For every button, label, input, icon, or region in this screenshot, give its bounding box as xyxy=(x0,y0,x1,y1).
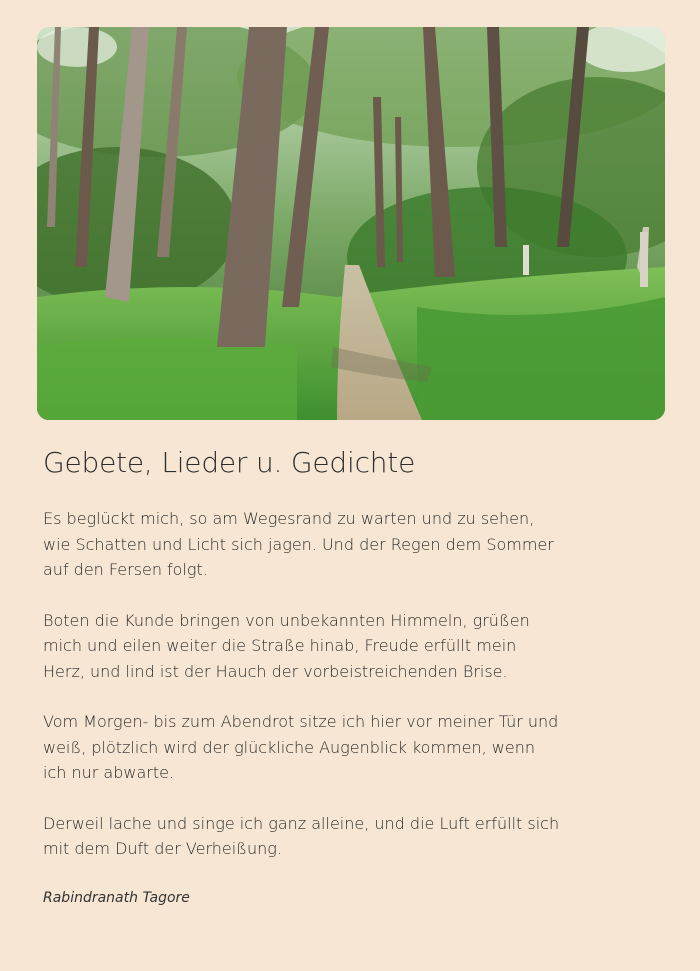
forest-illustration xyxy=(37,27,665,420)
page-title: Gebete, Lieder u. Gedichte xyxy=(43,446,416,479)
forest-path-image xyxy=(37,27,665,420)
poem-section xyxy=(43,440,563,906)
poem-stanza-4: Derweil lache und singe ich ganz alleine, und die Luft erfüllt sich mit dem Duft der Verheißung. xyxy=(43,813,560,858)
poem-author: Rabindranath Tagore xyxy=(43,889,190,906)
poem-stanza-1: Es beglückt mich, so am Wegesrand zu warten und zu sehen, wie Schatten und Licht sich jagen. Und der Regen dem Sommer auf den Fersen folgt. xyxy=(43,509,554,579)
poem-stanza-3: Vom Morgen- bis zum Abendrot sitze ich hier vor meiner Tür und weiß, plötzlich wird der glückliche Augenblick kommen, wenn ich nur abwarte. xyxy=(43,712,559,782)
poem-stanza-2: Boten die Kunde bringen von unbekannten Himmeln, grüßen mich und eilen weiter die Straße hinab, Freude erfüllt mein Herz, und lind ist der Hauch der vorbeistreichenden Brise. xyxy=(43,610,530,681)
